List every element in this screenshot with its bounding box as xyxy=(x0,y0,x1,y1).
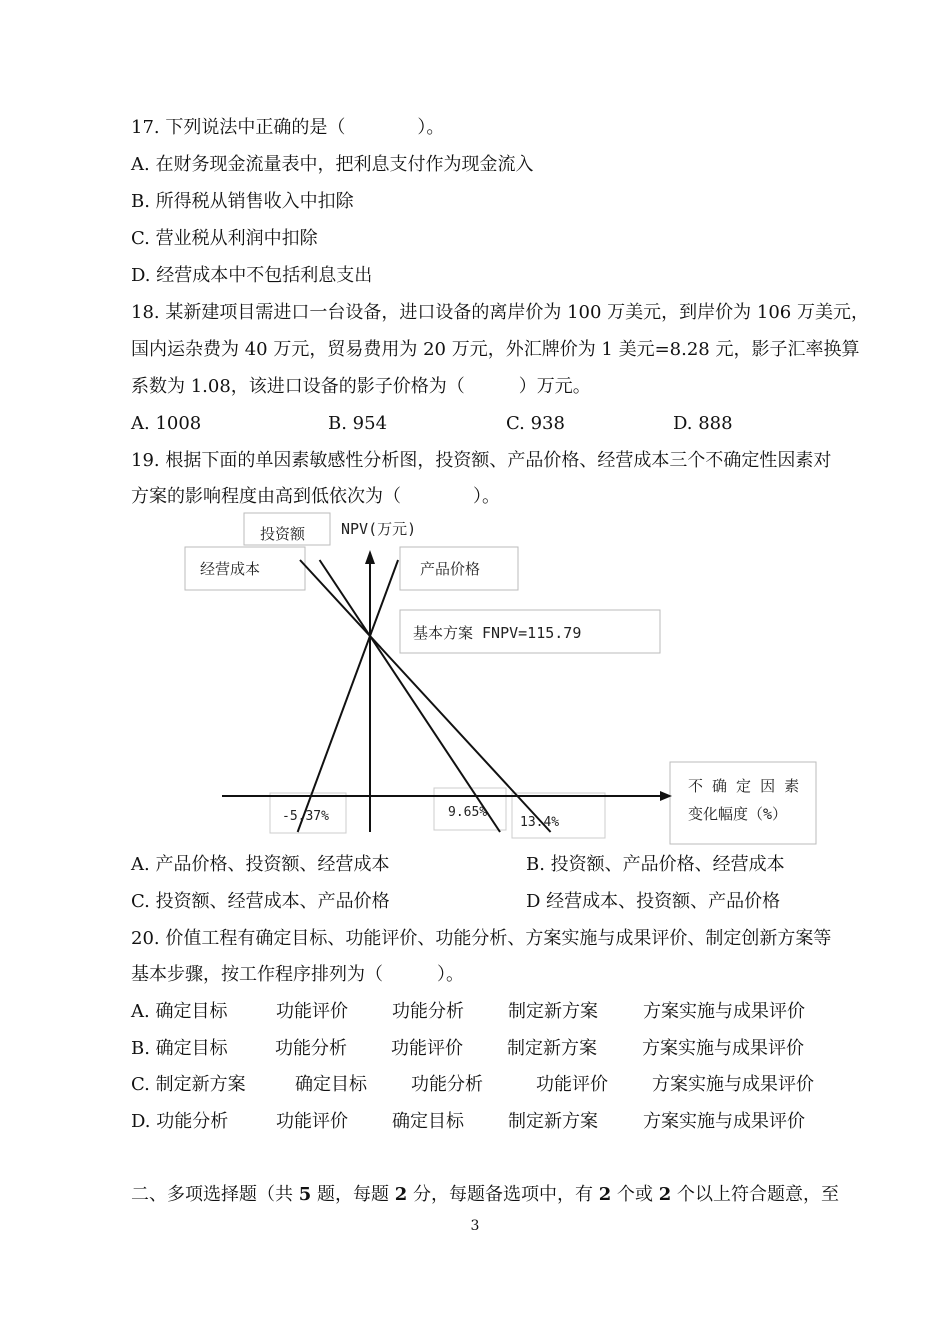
tick-label-product-price: -5.37% xyxy=(282,809,329,824)
q20-b-step5: 方案实施与成果评价 xyxy=(642,1038,804,1059)
q18-option-a: A. 1008 xyxy=(131,413,202,434)
q20-stem-line1: 20. 价值工程有确定目标、功能评价、功能分析、方案实施与成果评价、制定创新方案等 xyxy=(131,928,832,949)
q19-stem-line2: 方案的影响程度由高到低依次为（ ）。 xyxy=(131,486,500,507)
q18-options xyxy=(131,412,831,436)
q20-option-b xyxy=(131,1037,851,1061)
q20-d-step3: 确定目标 xyxy=(392,1111,464,1132)
x-axis-label-box xyxy=(670,762,816,844)
base-scheme-label: 基本方案 FNPV=115.79 xyxy=(413,624,582,642)
q18-option-d: D. 888 xyxy=(673,413,733,434)
q18-stem-line2: 国内运杂费为 40 万元，贸易费用为 20 万元，外汇牌价为 1 美元=8.28 元，影子汇率换算 xyxy=(131,339,860,360)
q20-a-step1: A. 确定目标 xyxy=(131,1001,228,1022)
label-product-price: 产品价格 xyxy=(420,560,481,578)
q20-d-step2: 功能评价 xyxy=(276,1111,348,1132)
q20-d-step4: 制定新方案 xyxy=(508,1111,598,1132)
q19-option-d: D 经营成本、投资额、产品价格 xyxy=(526,891,781,912)
q20-a-step4: 制定新方案 xyxy=(508,1001,598,1022)
page-number: 3 xyxy=(470,1218,480,1234)
y-axis-label: NPV(万元) xyxy=(341,520,417,538)
q20-c-step2: 确定目标 xyxy=(295,1074,367,1095)
q20-option-d xyxy=(131,1110,851,1134)
q20-d-step5: 方案实施与成果评价 xyxy=(643,1111,805,1132)
q18-stem-line1: 18. 某新建项目需进口一台设备，进口设备的离岸价为 100 万美元，到岸价为 106 万美元， xyxy=(131,302,869,323)
q19-option-a: A. 产品价格、投资额、经营成本 xyxy=(131,854,390,875)
q20-a-step5: 方案实施与成果评价 xyxy=(643,1001,805,1022)
q17-option-d: D. 经营成本中不包括利息支出 xyxy=(131,265,373,286)
line-product-price xyxy=(298,560,398,832)
q17-option-b: B. 所得税从销售收入中扣除 xyxy=(131,191,354,212)
q18-stem-line3: 系数为 1.08，该进口设备的影子价格为（ ）万元。 xyxy=(131,376,591,397)
q17-option-c: C. 营业税从利润中扣除 xyxy=(131,228,318,249)
q20-option-c xyxy=(131,1073,851,1097)
q20-c-step5: 方案实施与成果评价 xyxy=(652,1074,814,1095)
q20-a-step3: 功能分析 xyxy=(392,1001,464,1022)
q20-stem-line2: 基本步骤，按工作程序排列为（ ）。 xyxy=(131,964,464,985)
label-investment: 投资额 xyxy=(260,525,306,543)
q20-b-step1: B. 确定目标 xyxy=(131,1038,228,1059)
q19-option-c: C. 投资额、经营成本、产品价格 xyxy=(131,891,390,912)
section2-heading: 二、多项选择题（共 5 题，每题 2 分，每题备选项中，有 2 个或 2 个以上符合题意，至 xyxy=(131,1184,839,1205)
y-axis-arrow xyxy=(365,550,375,564)
tick-label-investment: 13.4% xyxy=(520,815,560,830)
q19-options-row2 xyxy=(131,890,831,914)
x-axis-label-line2: 变化幅度（%） xyxy=(688,805,788,823)
q17-stem: 17. 下列说法中正确的是（ ）。 xyxy=(131,117,445,138)
sensitivity-chart xyxy=(180,510,820,855)
q20-b-step4: 制定新方案 xyxy=(507,1038,597,1059)
q20-option-a xyxy=(131,1000,851,1024)
tick-label-operating-cost: 9.65% xyxy=(448,805,488,820)
q20-b-step2: 功能分析 xyxy=(275,1038,347,1059)
q20-a-step2: 功能评价 xyxy=(276,1001,348,1022)
x-axis-label-line1: 不 确 定 因 素 xyxy=(688,777,800,795)
q19-stem-line1: 19. 根据下面的单因素敏感性分析图，投资额、产品价格、经营成本三个不确定性因素对 xyxy=(131,450,832,471)
q20-d-step1: D. 功能分析 xyxy=(131,1111,229,1132)
q17-option-a: A. 在财务现金流量表中，把利息支付作为现金流入 xyxy=(131,154,534,175)
q20-c-step3: 功能分析 xyxy=(411,1074,483,1095)
q19-options-row1 xyxy=(131,853,831,877)
q20-b-step3: 功能评价 xyxy=(391,1038,463,1059)
line-operating-cost xyxy=(320,560,500,832)
q20-c-step4: 功能评价 xyxy=(536,1074,608,1095)
q20-c-step1: C. 制定新方案 xyxy=(131,1074,246,1095)
q19-option-b: B. 投资额、产品价格、经营成本 xyxy=(526,854,785,875)
line-investment xyxy=(300,560,551,832)
q18-option-b: B. 954 xyxy=(328,413,388,434)
q18-option-c: C. 938 xyxy=(506,413,565,434)
label-operating-cost: 经营成本 xyxy=(200,560,261,578)
